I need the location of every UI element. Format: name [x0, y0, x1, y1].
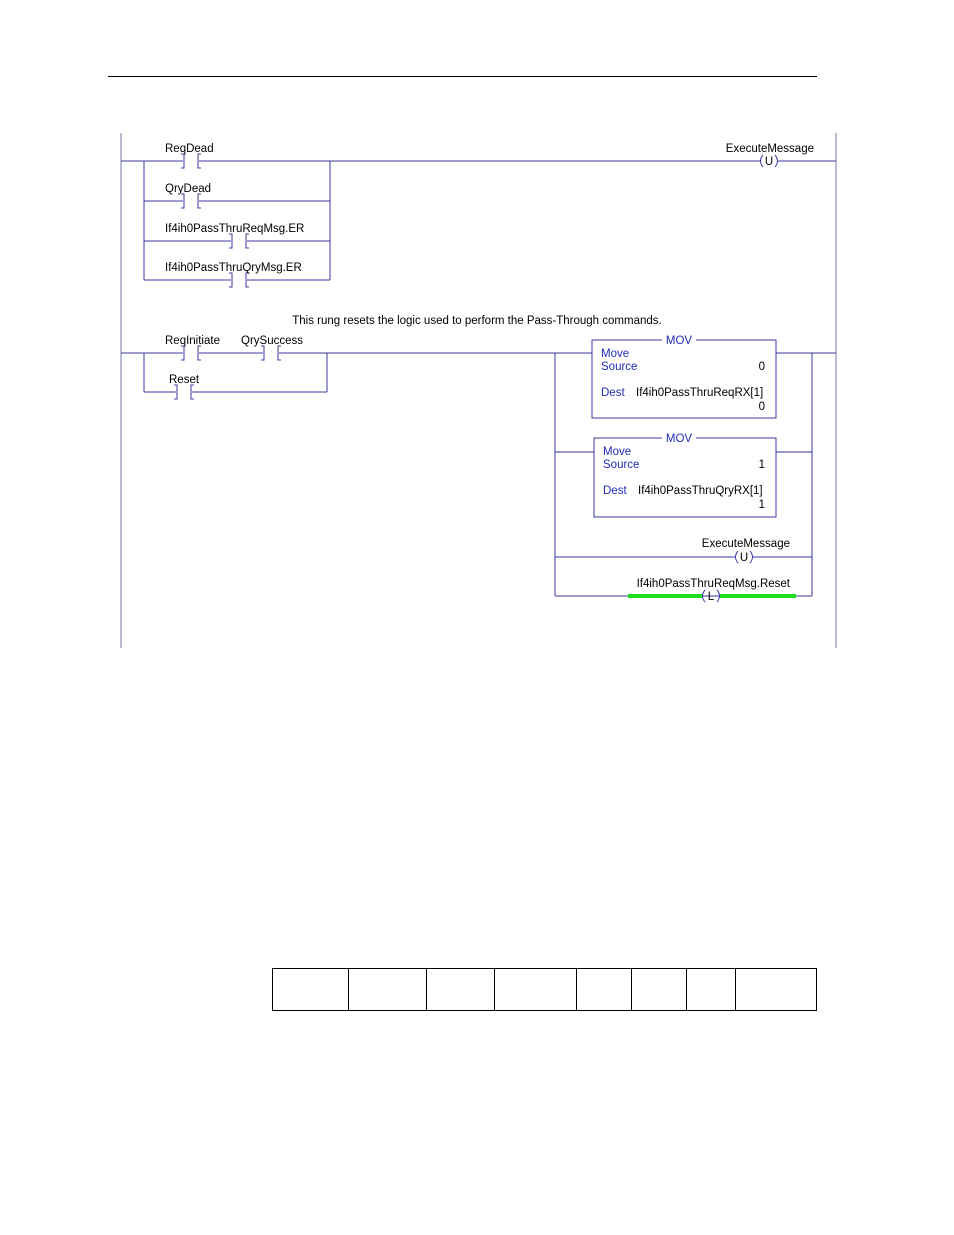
table-cell: [687, 969, 736, 1011]
mov-title: MOV: [665, 433, 693, 445]
contact-reset[interactable]: [169, 374, 200, 399]
contact-label: If4ih0PassThruQryMsg.ER: [165, 262, 302, 274]
rung-1: [121, 143, 836, 287]
coil-execute-message-unlatch[interactable]: [726, 143, 814, 168]
rung-comment: This rung resets the logic used to perform the Pass-Through commands.: [292, 315, 662, 327]
table-row: [273, 969, 817, 1011]
coil-label: If4ih0PassThruReqMsg.Reset: [636, 578, 790, 590]
dest-tag: If4ih0PassThruReqRX[1]: [636, 387, 764, 399]
mov-name: Move: [603, 446, 632, 458]
coil-symbol: L: [707, 591, 715, 603]
mov-title: MOV: [665, 335, 693, 347]
source-value: 1: [758, 459, 765, 471]
contact-label: QryDead: [165, 183, 212, 195]
empty-table: [272, 968, 817, 1011]
dest-value: 1: [758, 499, 765, 511]
table-cell: [736, 969, 817, 1011]
dest-tag: If4ih0PassThruQryRX[1]: [638, 485, 763, 497]
source-value: 0: [758, 361, 765, 373]
coil-symbol: U: [764, 156, 774, 168]
rung-2: [121, 334, 836, 603]
coil-label: ExecuteMessage: [701, 538, 790, 550]
mov-name: Move: [601, 348, 630, 360]
dest-label: Dest: [603, 485, 627, 497]
contact-qrysuccess[interactable]: [241, 335, 303, 360]
mov-block-1[interactable]: [592, 334, 776, 418]
table-cell: [495, 969, 577, 1011]
table-cell: [632, 969, 687, 1011]
coil-passthru-reqmsg-reset-latch[interactable]: [637, 578, 791, 603]
table-cell: [349, 969, 427, 1011]
contact-label: ReqInitiate: [165, 335, 220, 347]
source-label: Source: [603, 459, 640, 471]
contact-qrydead[interactable]: [165, 183, 211, 208]
dest-value: 0: [758, 401, 765, 413]
table-cell: [577, 969, 632, 1011]
contact-label: ReqDead: [165, 143, 214, 155]
contact-qrymsg-er[interactable]: [165, 262, 302, 287]
table-cell: [273, 969, 349, 1011]
coil-execute-message-unlatch-2[interactable]: [702, 538, 790, 564]
contact-reqdead[interactable]: [165, 143, 214, 168]
coil-label: ExecuteMessage: [725, 143, 814, 155]
source-label: Source: [601, 361, 638, 373]
table-cell: [427, 969, 495, 1011]
empty-table-wrap: [272, 968, 817, 1011]
mov-block-2[interactable]: [594, 432, 776, 517]
dest-label: Dest: [601, 387, 625, 399]
contact-reqinitiate[interactable]: [165, 335, 220, 360]
contact-label: If4ih0PassThruReqMsg.ER: [165, 223, 305, 235]
contact-reqmsg-er[interactable]: [165, 223, 304, 248]
contact-label: QrySuccess: [241, 335, 303, 347]
coil-symbol: U: [739, 552, 749, 564]
contact-label: Reset: [169, 374, 200, 386]
